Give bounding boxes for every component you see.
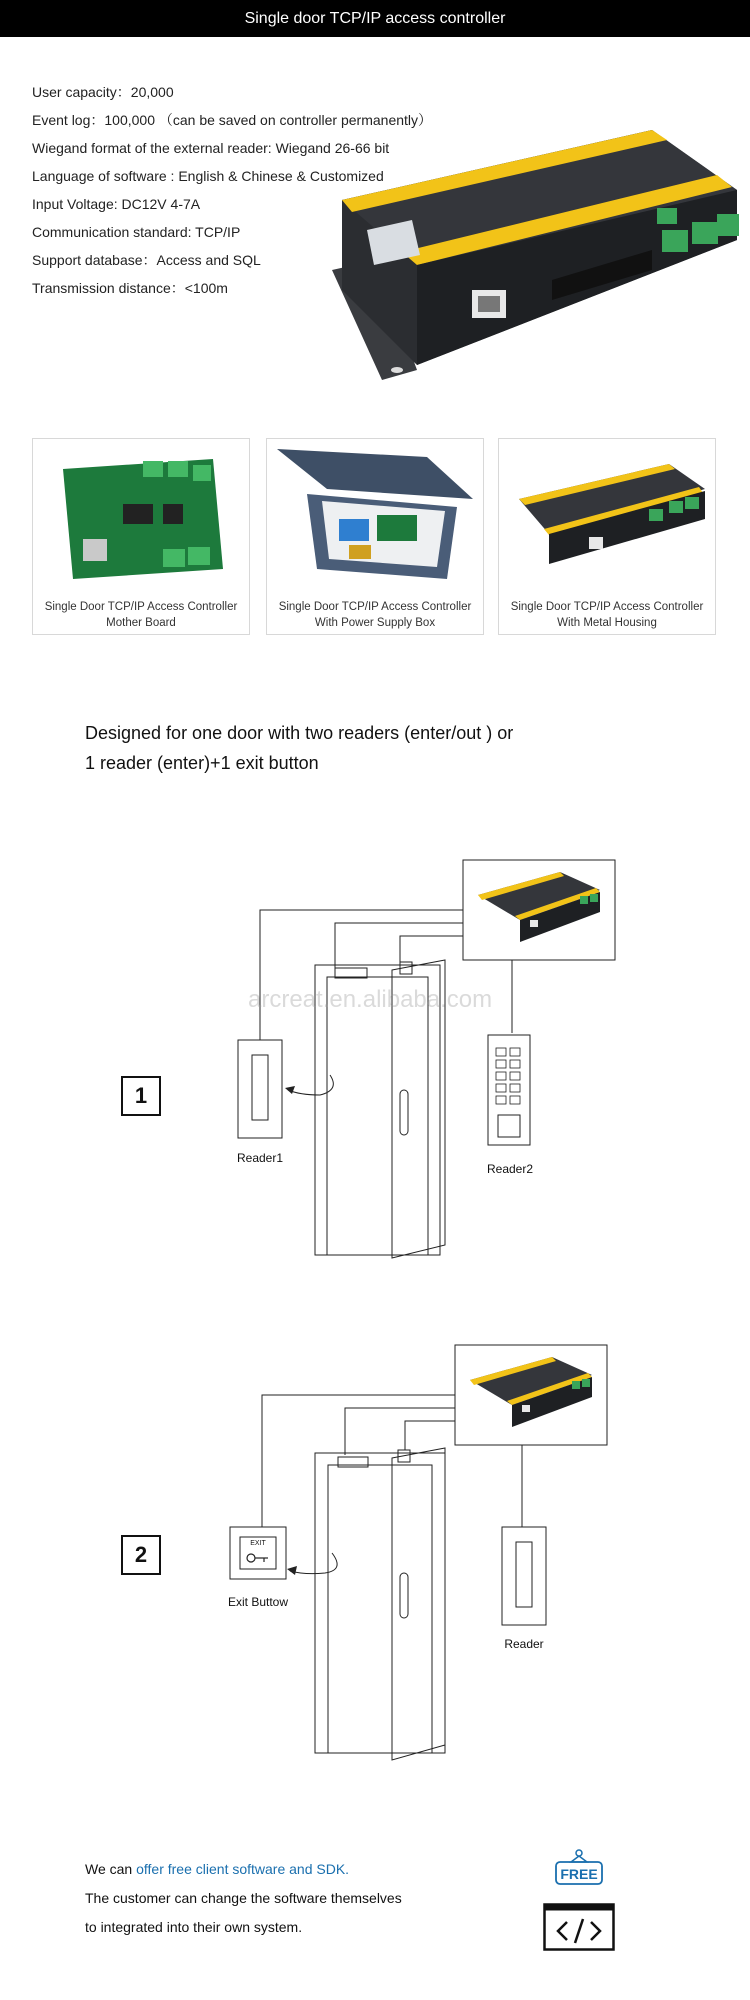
power-supply-box-image: [277, 449, 473, 589]
free-tag-icon: [553, 1848, 605, 1888]
spec-language: Language of software : English & Chinese & Customized: [32, 168, 384, 184]
spec-user-capacity: User capacity：20,000: [32, 84, 174, 100]
page-header: [0, 0, 750, 37]
watermark-text: arcreat.en.alibaba.com: [248, 986, 493, 1013]
photo-caption-metal-housing: Single Door TCP/IP Access Controller With Metal Housing: [510, 601, 704, 629]
spec-wiegand: Wiegand format of the external reader: Wiegand 26-66 bit: [32, 140, 390, 156]
code-brackets-icon: [543, 1903, 615, 1951]
photo-card-power-box: [266, 438, 484, 635]
controller-product-image: [322, 130, 742, 390]
wiring-diagram-reader-exit-button: [0, 1335, 750, 1785]
software-sdk-note: [85, 1855, 505, 1942]
diagram-number-1: 1: [121, 1076, 161, 1116]
sdk-line-1: We can offer free client software and SDK.: [85, 1861, 350, 1877]
spec-event-log: Event log：100,000 （can be saved on controller permanently）: [32, 112, 433, 128]
photo-card-motherboard: [32, 438, 250, 635]
wiring-diagram-two-readers: [0, 850, 750, 1270]
photo-caption-motherboard: Single Door TCP/IP Access Controller Mother Board: [44, 601, 238, 629]
spec-database: Support database：Access and SQL: [32, 252, 261, 268]
spec-voltage: Input Voltage: DC12V 4-7A: [32, 196, 201, 212]
spec-distance: Transmission distance：<100m: [32, 280, 228, 296]
sdk-line-2: The customer can change the software themselves: [85, 1890, 402, 1906]
reader-label: Reader: [504, 1637, 544, 1651]
photo-caption-power-box: Single Door TCP/IP Access Controller With Power Supply Box: [278, 601, 472, 629]
diagram-2-drawing: [0, 1335, 750, 1785]
reader1-label: Reader1: [236, 1151, 284, 1165]
free-icon-text: FREE: [560, 1866, 598, 1882]
page-title: Single door TCP/IP access controller: [244, 10, 506, 27]
photo-card-metal-housing: [498, 438, 716, 635]
diagram-1-drawing: [0, 850, 750, 1270]
metal-housing-image: [509, 449, 705, 589]
diagram-number-2: 2: [121, 1535, 161, 1575]
sdk-offer-highlight: offer free client software and SDK.: [136, 1861, 350, 1877]
spec-communication: Communication standard: TCP/IP: [32, 224, 241, 240]
exit-button-label: Exit Buttow: [227, 1595, 289, 1609]
motherboard-image: [43, 449, 239, 589]
sdk-line-3: to integrated into their own system.: [85, 1919, 303, 1935]
wiring-description: Designed for one door with two readers (enter/out ) or 1 reader (enter)+1 exit button: [85, 723, 514, 773]
exit-button-text: EXIT: [250, 1540, 266, 1547]
reader2-label: Reader2: [486, 1162, 534, 1176]
